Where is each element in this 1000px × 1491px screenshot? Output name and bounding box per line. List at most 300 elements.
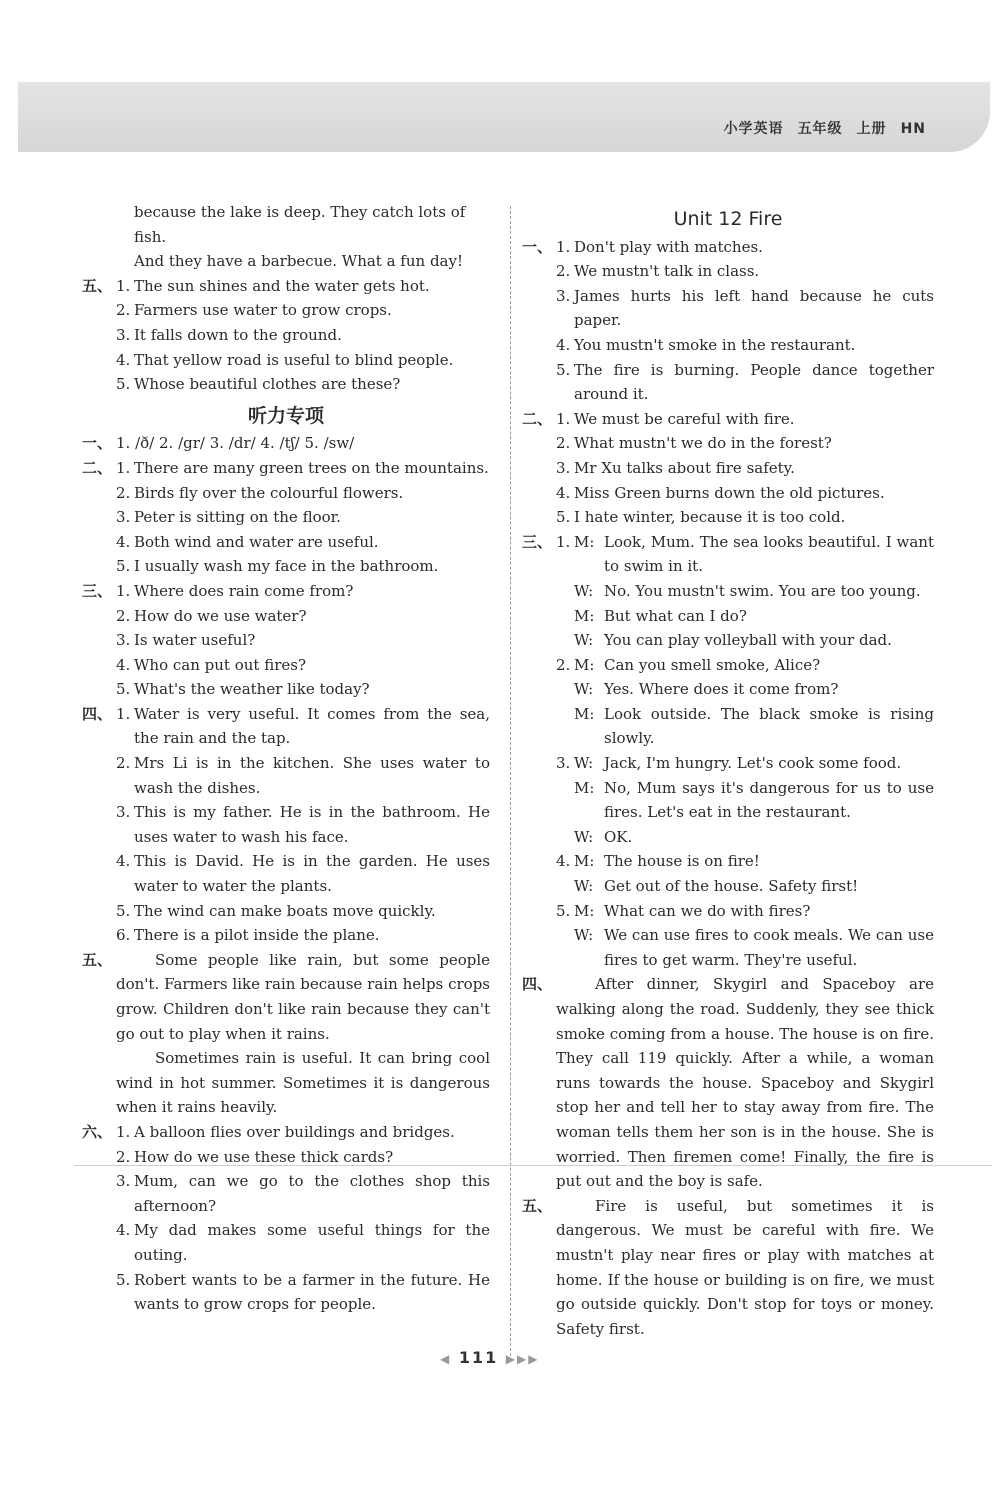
dialogue-text: Look outside. The black smoke is rising slowly. [604,704,934,748]
section-marker [522,776,556,825]
section-marker: 四、 [522,975,553,994]
section-marker [522,505,556,530]
section-marker [82,923,116,948]
item-number: 1. [116,704,131,723]
item-number: 4. [116,655,131,674]
section-marker [522,456,556,481]
speaker: M: [574,778,595,797]
section-marker [522,923,556,972]
list-item [82,899,490,924]
arrow-left-icon: ◀ [440,1352,452,1366]
item [116,1169,490,1218]
item-number: 2. [116,754,131,773]
paragraph: After dinner, Skygirl and Spaceboy are walking along the road. Suddenly, they see thick smoke coming from a house. The house is on fire. They call 119 quickly. After a while, a woman runs towards the house. Spaceboy and Skygirl stop her and tell her to stay away from fire. The woman tells them her son is in the house. She is worried. Then firemen come! Finally, the fire is put out and the boy is safe. [556,975,934,1191]
dialogue-text: Look, Mum. The sea looks beautiful. I want to swim in it. [604,532,934,576]
speaker: W: [574,877,594,896]
item [556,481,934,506]
item [116,1268,490,1317]
dialogue-number [556,776,574,825]
speaker: W: [574,827,594,846]
item-text: What mustn't we do in the forest? [574,434,832,453]
dialogue-number: 3. [556,754,571,773]
unit-title: Unit 12 Fire [673,208,783,230]
arrows-right-icon: ▶▶▶ [505,1352,540,1366]
dialogue-line [522,677,934,702]
item-text: Farmers use water to grow crops. [134,301,392,320]
dialogue-line [522,923,934,972]
item [556,456,934,481]
item [116,849,490,898]
dialogue [556,677,934,702]
dialogue [556,751,934,776]
list-item [522,481,934,506]
item-text: How do we use water? [134,606,307,625]
item [116,1218,490,1267]
item-number: 2. [556,434,571,453]
section-marker [522,751,556,776]
section-marker [522,333,556,358]
dialogue-line [522,653,934,678]
list-item [522,505,934,530]
list-item [82,554,490,579]
dialogue-text: The house is on fire! [604,852,760,871]
unit-section-two [522,407,934,530]
dialogue-line [522,751,934,776]
dialogue [556,776,934,825]
item-text: You mustn't smoke in the restaurant. [574,335,856,354]
section-marker [522,284,556,333]
item-number: 4. [116,532,131,551]
listening-section-five-p2 [82,1046,490,1120]
section-marker [522,677,556,702]
speaker: M: [574,606,595,625]
list-item [522,259,934,284]
item-number: 5. [556,360,571,379]
section-marker [82,899,116,924]
unit-section-four [522,972,934,1193]
item-number: 1. [116,276,131,295]
item [556,407,934,432]
list-item [522,333,934,358]
dialogue-line [522,776,934,825]
item-text: There is a pilot inside the plane. [134,926,380,945]
list-item [82,628,490,653]
list-item [82,1218,490,1267]
section-marker: 二、 [522,409,553,428]
dialogue-number: 1. [556,532,571,551]
item-text: I usually wash my face in the bathroom. [134,557,439,576]
section-marker [82,348,116,373]
dialogue-number [556,579,574,604]
dialogue [556,923,934,972]
list-item [82,372,490,397]
item-text: Both wind and water are useful. [134,532,379,551]
item [116,298,490,323]
section-marker [82,481,116,506]
item-text: How do we use these thick cards? [134,1147,394,1166]
list-item [82,323,490,348]
list-item [82,702,490,751]
dialogue [556,604,934,629]
item [556,235,934,260]
dialogue-number [556,825,574,850]
column-divider [510,206,511,1356]
dialogue-number: 2. [556,655,571,674]
item-text: Water is very useful. It comes from the sea, the rain and the tap. [134,704,490,748]
paragraph: Fire is useful, but sometimes it is dangerous. We must be careful with fire. We mustn't play near fires or play with matches at home. If the house or building is on fire, we must go outside quickly. Don't stop for toys or money. Safety first. [556,1196,934,1338]
section-marker: 一、 [522,237,553,256]
edition: HN [900,121,926,137]
list-item [82,481,490,506]
dialogue-line [522,874,934,899]
item-number: 1. [116,458,131,477]
item-number: 2. [116,606,131,625]
right-column [522,200,934,1341]
section-marker [82,677,116,702]
item [556,431,934,456]
item [116,1120,490,1145]
list-item [82,348,490,373]
dialogue-line [522,530,934,579]
section-marker [522,874,556,899]
item [116,702,490,751]
section-marker: 一、 [82,434,113,453]
item-number: 6. [116,926,131,945]
item-number: 3. [116,1172,131,1191]
item [116,604,490,629]
dialogue [556,702,934,751]
dialogue-text: You can play volleyball with your dad. [604,631,892,650]
item [116,628,490,653]
dialogue-text: Yes. Where does it come from? [604,680,839,699]
continued-text [82,200,490,274]
item-number: 3. [116,803,131,822]
item-text: Who can put out fires? [134,655,306,674]
section-marker [82,323,116,348]
item-number: 2. [556,262,571,281]
item-text: The fire is burning. People dance together around it. [574,360,934,404]
section-marker [522,653,556,678]
listening-title: 听力专项 [247,404,324,427]
dialogue-line [522,825,934,850]
item [116,456,490,481]
speaker: M: [574,901,595,920]
list-item [82,923,490,948]
header-band [18,82,990,152]
section-marker [522,825,556,850]
item-text: Mrs Li is in the kitchen. She uses water to wash the dishes. [134,754,490,797]
list-item [82,579,490,604]
speaker: M: [574,532,595,551]
section-marker [82,1218,116,1267]
item-number: 1. [556,237,571,256]
dialogue [556,579,934,604]
item-text: Peter is sitting on the floor. [134,508,341,527]
list-item [82,505,490,530]
speaker: W: [574,581,594,600]
section-marker [82,849,116,898]
item [556,505,934,530]
item-number: 1. [116,581,131,600]
list-item [82,751,490,800]
dialogue-line [522,899,934,924]
continued-line: And they have a barbecue. What a fun day! [134,252,463,271]
paragraph: Some people like rain, but some people don't. Farmers like rain because rain helps crops grow. Children don't like rain because they can't go out to play when it rains. [116,950,490,1043]
section-marker [82,554,116,579]
item-text: We must be careful with fire. [574,409,795,428]
item [556,358,934,407]
section-marker [82,505,116,530]
list-item [82,298,490,323]
item [116,323,490,348]
list-item [522,407,934,432]
item [116,505,490,530]
item [116,653,490,678]
dialogue [556,874,934,899]
item-text: Robert wants to be a farmer in the future. He wants to grow crops for people. [134,1270,490,1314]
item-text: James hurts his left hand because he cuts paper. [574,286,934,330]
list-item [82,1145,490,1170]
item-text: The sun shines and the water gets hot. [134,276,430,295]
dialogue-number [556,604,574,629]
item-number: 2. [116,1147,131,1166]
list-item [82,604,490,629]
grade: 五年级 [797,121,843,137]
item [116,348,490,373]
list-item [82,1268,490,1317]
item-text: Birds fly over the colourful flowers. [134,483,404,502]
item-text: This is my father. He is in the bathroom. He uses water to wash his face. [134,803,490,846]
item [556,259,934,284]
dialogue-text: Can you smell smoke, Alice? [604,655,821,674]
section-marker [522,849,556,874]
item-text: I hate winter, because it is too cold. [574,508,846,527]
dialogue [556,530,934,579]
dialogue-text: No. You mustn't swim. You are too young. [604,581,921,600]
dialogue-number: 5. [556,901,571,920]
section-marker [82,1169,116,1218]
speaker: W: [574,754,594,773]
item-number: 5. [116,557,131,576]
section-marker [82,298,116,323]
section-marker: 三、 [82,581,113,600]
paragraph: Sometimes rain is useful. It can bring cool wind in hot summer. Sometimes it is dangerous when it rains heavily. [116,1049,490,1117]
item-number: 3. [556,286,571,305]
item [116,1145,490,1170]
item-text: Where does rain come from? [134,581,354,600]
item-text: Mr Xu talks about fire safety. [574,458,795,477]
dialogue-line [522,702,934,751]
list-item [82,530,490,555]
dialogue-text: But what can I do? [604,606,747,625]
item [116,274,490,299]
continued-line: because the lake is deep. They catch lots of fish. [134,203,466,246]
item-number: 2. [116,301,131,320]
section-marker [82,751,116,800]
dialogue-number [556,677,574,702]
dialogue-number [556,874,574,899]
item-number: 4. [116,1221,131,1240]
section-marker [522,259,556,284]
speaker: M: [574,704,595,723]
item-number: 1. [556,409,571,428]
listening-section-four [82,702,490,948]
list-item [82,274,490,299]
item-number: 5. [116,680,131,699]
item-text: This is David. He is in the garden. He uses water to water the plants. [134,852,490,896]
item-text: Whose beautiful clothes are these? [134,375,401,394]
item-number: 4. [556,335,571,354]
item-number: 5. [556,508,571,527]
list-item [82,800,490,849]
item-text: We mustn't talk in class. [574,262,760,281]
section-marker [82,628,116,653]
dialogue-line [522,849,934,874]
item-number: 5. [116,375,131,394]
speaker: W: [574,631,594,650]
speaker: M: [574,655,595,674]
list-item [522,358,934,407]
speaker: W: [574,926,594,945]
item-text: There are many green trees on the mountains. [134,458,489,477]
dialogue-line [522,579,934,604]
item [116,800,490,849]
item [116,677,490,702]
list-item [522,431,934,456]
dialogue [556,849,934,874]
page-number: ◀ 111 ▶▶▶ [440,1348,540,1367]
item-text: The wind can make boats move quickly. [134,901,436,920]
listening-section-six [82,1120,490,1317]
listening-section-three [82,579,490,702]
unit-section-one [522,235,934,407]
section-marker: 六、 [82,1122,113,1141]
section-marker [82,604,116,629]
list-item [522,284,934,333]
list-item [82,849,490,898]
section-marker: 五、 [82,276,113,295]
section-marker [522,702,556,751]
item [556,284,934,333]
item-text: It falls down to the ground. [134,325,342,344]
list-item [522,235,934,260]
item [116,530,490,555]
section-marker [82,1268,116,1317]
dialogue-line [522,604,934,629]
item-number: 2. [116,483,131,502]
item-text: My dad makes some useful things for the outing. [134,1221,490,1264]
item-text: A balloon flies over buildings and bridges. [134,1122,455,1141]
item [116,372,490,397]
section-marker [82,372,116,397]
section-marker [522,431,556,456]
section-marker [522,899,556,924]
unit-section-five [522,1194,934,1342]
section-marker [522,579,556,604]
item-text: Don't play with matches. [574,237,763,256]
item-number: 5. [116,901,131,920]
dialogue-text: Get out of the house. Safety first! [604,877,859,896]
left-column [82,200,490,1317]
volume: 上册 [856,121,887,137]
list-item [82,677,490,702]
list-item [82,1120,490,1145]
dialogue [556,825,934,850]
section-five [82,274,490,397]
section-marker: 二、 [82,458,113,477]
item [116,899,490,924]
item [116,554,490,579]
section-marker: 四、 [82,704,113,723]
list-item [82,1169,490,1218]
item-text: Is water useful? [134,631,256,650]
dialogue-line [522,628,934,653]
dialogue [556,899,934,924]
item-number: 4. [116,350,131,369]
item [116,481,490,506]
item-number: 3. [556,458,571,477]
list-item [82,456,490,481]
section-marker [82,530,116,555]
book-info [710,118,926,138]
listening-section-two [82,456,490,579]
unit-section-three [522,530,934,973]
item-text: That yellow road is useful to blind people. [134,350,454,369]
item-number: 3. [116,631,131,650]
item [116,923,490,948]
dialogue-text: Jack, I'm hungry. Let's cook some food. [604,754,902,773]
dialogue [556,653,934,678]
listening-section-one [82,431,490,456]
item-number: 3. [116,508,131,527]
dialogue-text: We can use fires to cook meals. We can use fires to get warm. They're useful. [604,926,934,969]
dialogue-text: OK. [604,827,633,846]
item-number: 1. [116,1122,131,1141]
dialogue-text: No, Mum says it's dangerous for us to use fires. Let's eat in the restaurant. [604,778,934,822]
list-item [522,456,934,481]
section-marker: 五、 [82,950,113,969]
dialogue [556,628,934,653]
item [116,751,490,800]
item [556,333,934,358]
item-text: Mum, can we go to the clothes shop this afternoon? [134,1172,490,1215]
dialogue-number [556,702,574,751]
section-marker [522,628,556,653]
phonetics: 1. /ð/ 2. /gr/ 3. /dr/ 4. /tʃ/ 5. /sw/ [116,434,355,453]
speaker: W: [574,680,594,699]
section-marker: 五、 [522,1196,553,1215]
item-number: 3. [116,325,131,344]
item-number: 5. [116,1270,131,1289]
section-marker [522,604,556,629]
list-item [82,653,490,678]
item-number: 4. [556,483,571,502]
dialogue-text: What can we do with fires? [604,901,811,920]
listening-section-five [82,948,490,1046]
item-text: What's the weather like today? [134,680,370,699]
section-marker [522,481,556,506]
section-marker [82,653,116,678]
dialogue-number: 4. [556,852,571,871]
item [116,579,490,604]
dialogue-number [556,628,574,653]
subject: 小学英语 [723,121,784,137]
section-marker [522,358,556,407]
section-marker [82,800,116,849]
item-number: 4. [116,852,131,871]
speaker: M: [574,852,595,871]
dialogue-number [556,923,574,972]
